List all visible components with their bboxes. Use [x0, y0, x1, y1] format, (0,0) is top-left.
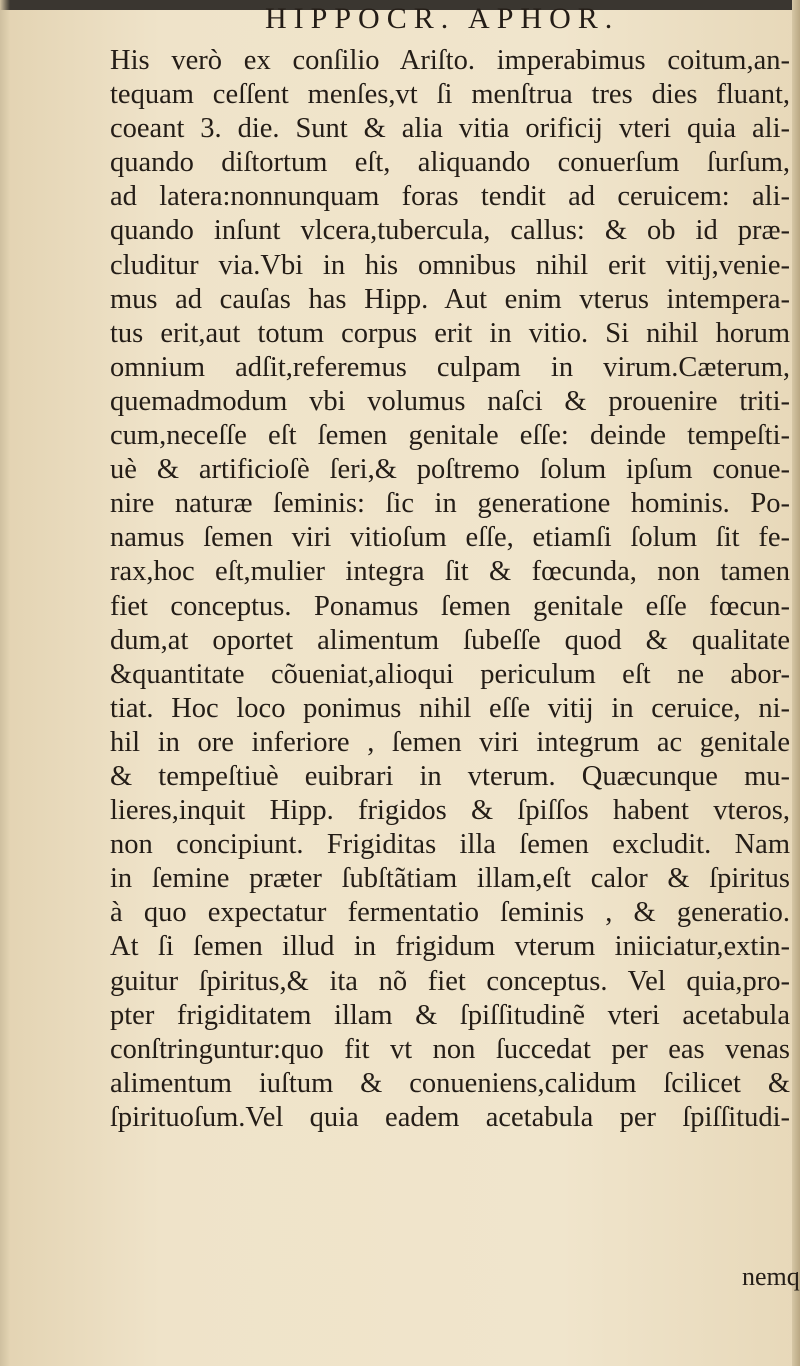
text-line: namus ſemen viri vitioſum eſſe, etiamſi ſolum ſit fe- — [110, 522, 790, 554]
text-line: & tempeſtiuè euibrari in vterum. Quæcunque mu- — [110, 760, 790, 792]
text-line: rax,hoc eſt,mulier integra ſit & fœcunda, non tamen — [110, 556, 790, 588]
body-text — [110, 44, 790, 1135]
text-line: omnium adſit,referemus culpam in virum.Cæterum, — [110, 351, 790, 383]
text-line: uè & artificioſè ſeri,& poſtremo ſolum ipſum conue- — [110, 454, 790, 486]
text-line: nire naturæ ſeminis: ſic in generatione hominis. Po- — [110, 488, 790, 520]
text-line: tequam ceſſent menſes,vt ſi menſtrua tres dies fluant, — [110, 79, 790, 111]
text-line: mus ad cauſas has Hipp. Aut enim vterus intempera- — [110, 283, 790, 315]
text-line: ad latera:nonnunquam foras tendit ad ceruicem: ali- — [110, 181, 790, 213]
text-line: fiet conceptus. Ponamus ſemen genitale eſſe fœcun- — [110, 590, 790, 622]
page-left-edge — [0, 0, 10, 1366]
page-right-edge — [792, 0, 800, 1366]
text-line: &quantitate cõueniat,alioqui periculum eſt ne abor- — [110, 658, 790, 690]
text-line: lieres,inquit Hipp. frigidos & ſpiſſos habent vteros, — [110, 795, 790, 827]
text-line: quando diſtortum eſt, aliquando conuerſum ſurſum, — [110, 147, 790, 179]
text-line: hil in ore inferiore , ſemen viri integrum ac genitale — [110, 726, 790, 758]
text-line: à quo expectatur fermentatio ſeminis , & generatio. — [110, 897, 790, 929]
text-line: At ſi ſemen illud in frigidum vterum iniiciatur,extin- — [110, 931, 790, 963]
text-line: alimentum iuſtum & conueniens,calidum ſcilicet & — [110, 1067, 790, 1099]
text-line: quando inſunt vlcera,tubercula, callus: & ob id præ- — [110, 215, 790, 247]
catchword: nemq — [742, 1262, 800, 1291]
text-line: conſtringuntur:quo fit vt non ſuccedat per eas venas — [110, 1033, 790, 1065]
text-line: non concipiunt. Frigiditas illa ſemen excludit. Nam — [110, 829, 790, 861]
text-line: quemadmodum vbi volumus naſci & prouenire triti- — [110, 385, 790, 417]
text-line: ſpirituoſum.Vel quia eadem acetabula per ſpiſſitudi- — [110, 1101, 790, 1133]
text-line: guitur ſpiritus,& ita nõ fiet conceptus. Vel quia,pro- — [110, 965, 790, 997]
text-line: coeant 3. die. Sunt & alia vitia orificij vteri quia ali- — [110, 113, 790, 145]
text-line: in ſemine præter ſubſtãtiam illam,eſt calor & ſpiritus — [110, 863, 790, 895]
text-line: tus erit,aut totum corpus erit in vitio. Si nihil horum — [110, 317, 790, 349]
text-line: cum,neceſſe eſt ſemen genitale eſſe: deinde tempeſti- — [110, 420, 790, 452]
text-line: tiat. Hoc loco ponimus nihil eſſe vitij in ceruice, ni- — [110, 692, 790, 724]
text-line: pter frigiditatem illam & ſpiſſitudinẽ vteri acetabula — [110, 999, 790, 1031]
running-header: HIPPOCR. APHOR. — [265, 2, 620, 35]
text-line: cluditur via.Vbi in his omnibus nihil erit vitij,venie- — [110, 249, 790, 281]
text-line: His verò ex conſilio Ariſto. imperabimus coitum,an- — [110, 45, 790, 76]
text-line: dum,at oportet alimentum ſubeſſe quod & qualitate — [110, 624, 790, 656]
